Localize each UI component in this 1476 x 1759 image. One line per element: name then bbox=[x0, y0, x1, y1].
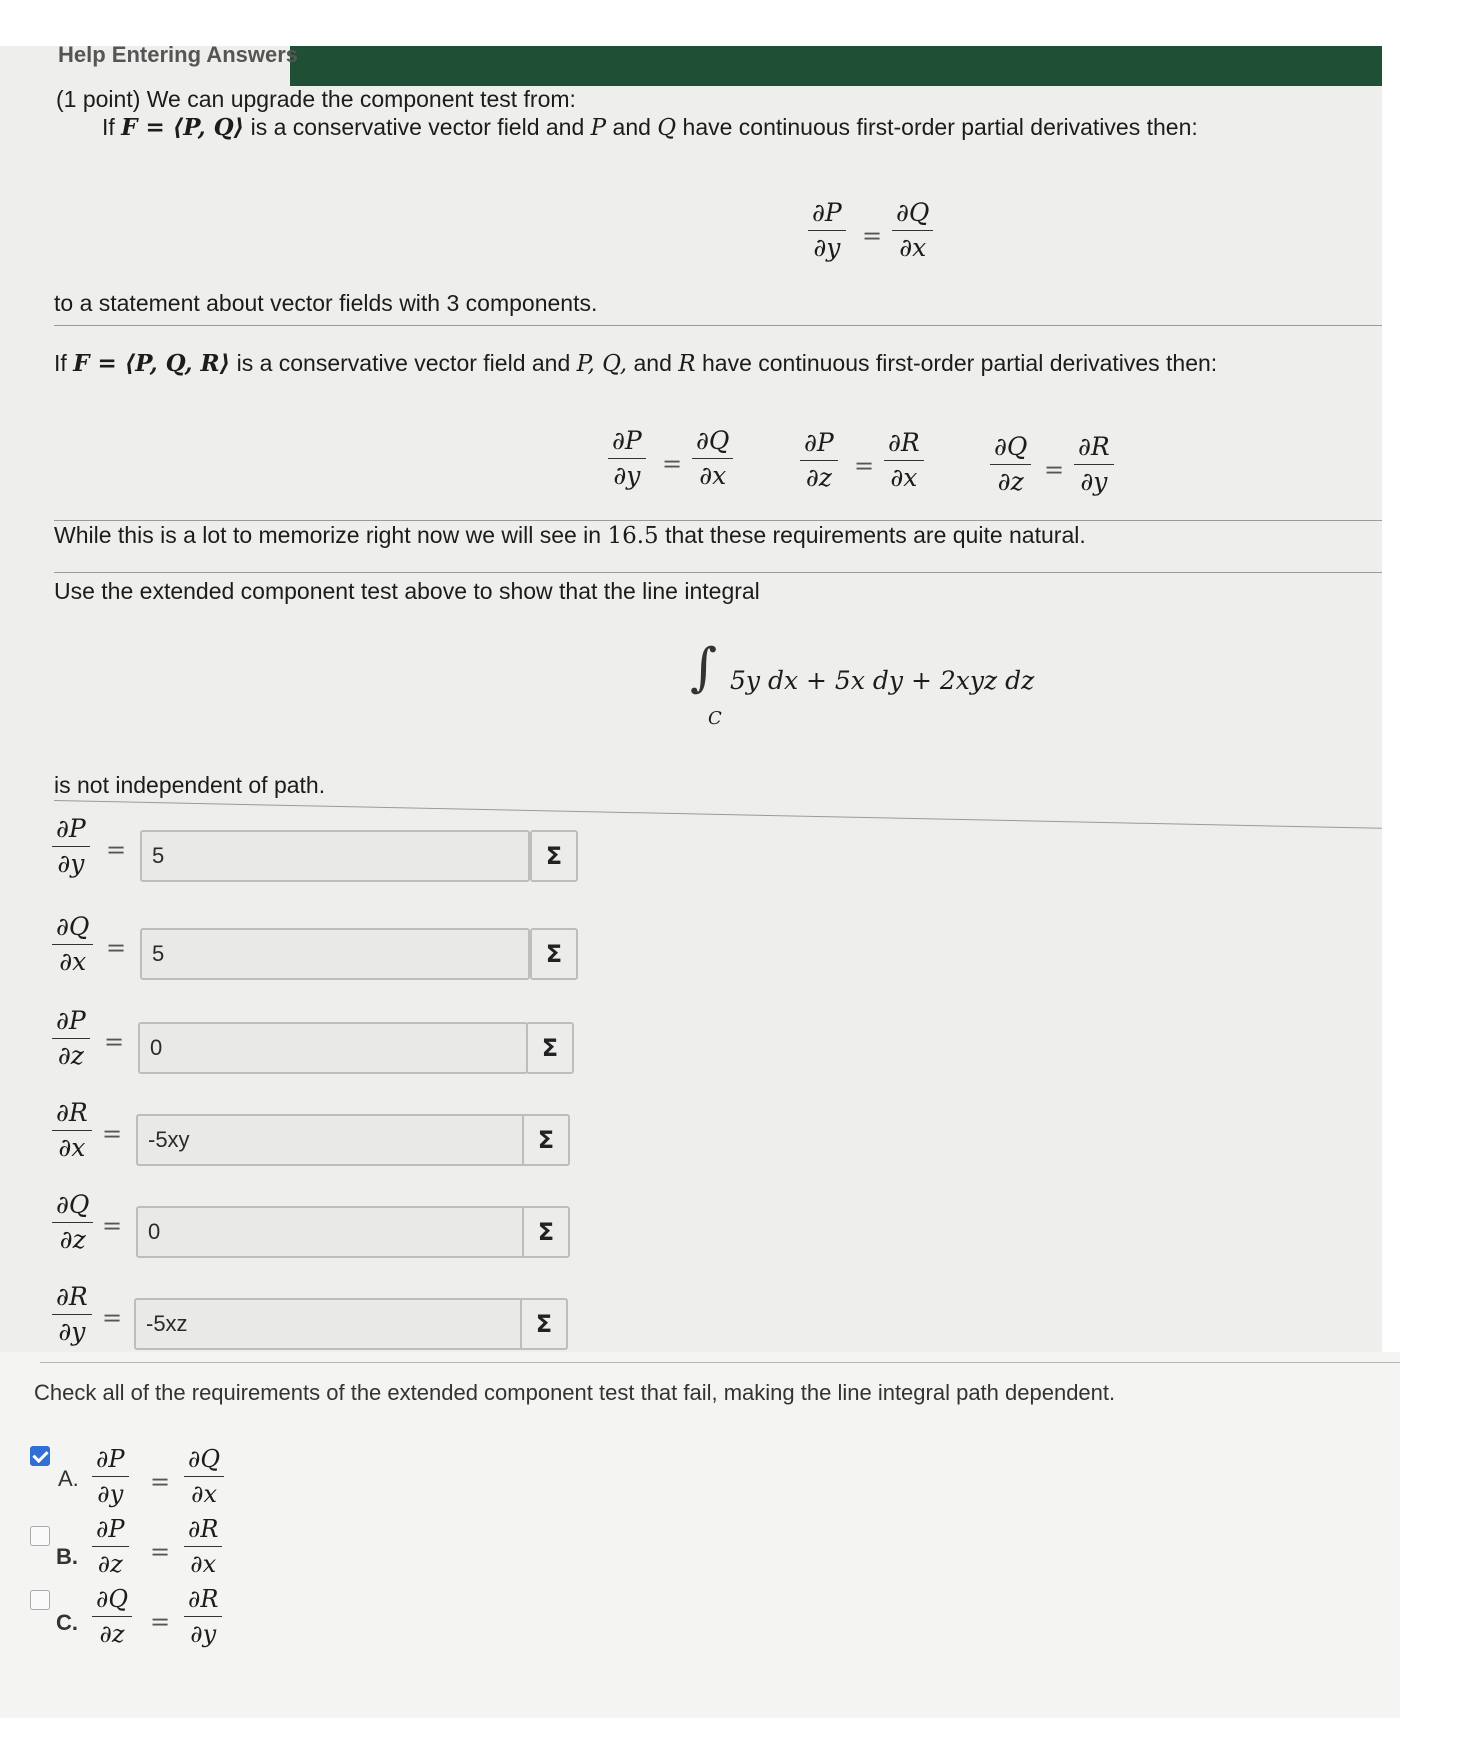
sigma-button[interactable]: Σ bbox=[530, 928, 578, 980]
denominator: ∂y bbox=[1080, 467, 1108, 496]
answer-fraction bbox=[52, 912, 93, 977]
var-r: R bbox=[678, 351, 696, 377]
answer-input-dp-dz[interactable] bbox=[138, 1022, 528, 1074]
equals-sign: = bbox=[102, 1212, 123, 1240]
denominator: ∂y bbox=[813, 233, 841, 262]
numerator: ∂P bbox=[808, 198, 846, 231]
text: and bbox=[612, 114, 651, 140]
equals-sign: = bbox=[102, 1120, 123, 1148]
answer-input-dr-dy[interactable] bbox=[134, 1298, 524, 1350]
vector-field-2d: F = ⟨P, Q⟩ bbox=[121, 114, 245, 141]
denominator: ∂x bbox=[190, 1550, 217, 1578]
denominator: ∂x bbox=[699, 461, 727, 490]
numerator: ∂P bbox=[52, 1006, 90, 1039]
denominator: ∂x bbox=[899, 233, 927, 262]
denominator: ∂x bbox=[191, 1480, 218, 1508]
denominator: ∂y bbox=[58, 1317, 86, 1346]
denominator: ∂z bbox=[97, 1550, 123, 1578]
text: and bbox=[633, 350, 672, 376]
numerator: ∂P bbox=[800, 428, 838, 461]
dq-dx-fraction bbox=[184, 1444, 224, 1509]
option-a-label: A. bbox=[58, 1466, 79, 1491]
memorize-text bbox=[54, 522, 1086, 549]
divider bbox=[54, 325, 1382, 326]
denominator: ∂x bbox=[58, 1133, 86, 1162]
denominator: ∂z bbox=[99, 1620, 125, 1648]
denominator: ∂z bbox=[57, 1041, 84, 1070]
if-3d-statement bbox=[54, 350, 1217, 377]
numerator: ∂P bbox=[92, 1514, 129, 1547]
text: is a conservative vector field and bbox=[236, 350, 571, 376]
equals-sign: = bbox=[106, 934, 127, 962]
answer-fraction bbox=[52, 814, 90, 879]
dp-dy-fraction bbox=[92, 1444, 129, 1509]
equals-sign: = bbox=[854, 452, 875, 480]
problem-intro: (1 point) We can upgrade the component test from: bbox=[56, 86, 576, 112]
denominator: ∂z bbox=[59, 1225, 86, 1254]
dp-dz-fraction bbox=[92, 1514, 129, 1579]
text: is a conservative vector field and bbox=[250, 114, 585, 140]
answer-fraction bbox=[52, 1190, 93, 1255]
section-number: 16.5 bbox=[607, 523, 659, 549]
option-b-checkbox[interactable] bbox=[30, 1526, 50, 1546]
check-all-instructions: Check all of the requirements of the extended component test that fail, making the line integral path dependent. bbox=[34, 1380, 1116, 1405]
to-statement-text: to a statement about vector fields with 3 components. bbox=[54, 290, 598, 316]
numerator: ∂Q bbox=[692, 426, 733, 459]
dq-dx-fraction bbox=[892, 198, 933, 263]
help-entering-answers-link[interactable]: Help Entering Answers bbox=[58, 42, 299, 67]
integrand: 5y dx + 5x dy + 2xyz dz bbox=[730, 666, 1035, 695]
numerator: ∂P bbox=[608, 426, 646, 459]
option-a-checkbox[interactable] bbox=[30, 1446, 50, 1466]
var-q: Q bbox=[657, 115, 677, 141]
answer-input-dq-dx[interactable] bbox=[140, 928, 530, 980]
numerator: ∂Q bbox=[92, 1584, 132, 1617]
dr-dx-fraction bbox=[884, 428, 924, 493]
sigma-button[interactable]: Σ bbox=[526, 1022, 574, 1074]
equals-sign: = bbox=[150, 1608, 171, 1636]
dq-dz-fraction bbox=[92, 1584, 132, 1649]
denominator: ∂y bbox=[190, 1620, 217, 1648]
answer-input-dq-dz[interactable] bbox=[136, 1206, 526, 1258]
equals-sign: = bbox=[150, 1468, 171, 1496]
denominator: ∂y bbox=[97, 1480, 124, 1508]
denominator: ∂z bbox=[805, 463, 832, 492]
equals-sign: = bbox=[862, 222, 883, 250]
denominator: ∂x bbox=[890, 463, 918, 492]
equals-sign: = bbox=[102, 1304, 123, 1332]
answer-fraction bbox=[52, 1098, 92, 1163]
numerator: ∂R bbox=[184, 1584, 222, 1617]
integral-subscript: C bbox=[708, 708, 722, 729]
dr-dy-fraction bbox=[184, 1584, 222, 1649]
answer-input-dp-dy[interactable] bbox=[140, 830, 530, 882]
numerator: ∂Q bbox=[52, 912, 93, 945]
not-independent-text: is not independent of path. bbox=[54, 772, 326, 798]
text: have continuous first-order partial derivatives then: bbox=[701, 350, 1218, 376]
equals-sign: = bbox=[150, 1538, 171, 1566]
dp-dy-fraction bbox=[808, 198, 846, 263]
text: that these requirements are quite natural. bbox=[665, 522, 1086, 548]
denominator: ∂y bbox=[57, 849, 85, 878]
option-c-checkbox[interactable] bbox=[30, 1590, 50, 1610]
equals-sign: = bbox=[662, 450, 683, 478]
divider bbox=[40, 1362, 1400, 1363]
answer-fraction bbox=[52, 1006, 90, 1071]
equals-sign: = bbox=[1044, 456, 1065, 484]
vector-field-3d: F = ⟨P, Q, R⟩ bbox=[73, 350, 231, 377]
if-word: If bbox=[54, 350, 67, 376]
dq-dx-fraction bbox=[692, 426, 733, 491]
numerator: ∂Q bbox=[52, 1190, 93, 1223]
if-word: If bbox=[102, 114, 115, 140]
divider bbox=[54, 520, 1382, 521]
vars-pq: P, Q, bbox=[576, 351, 628, 377]
numerator: ∂R bbox=[52, 1098, 92, 1131]
divider bbox=[54, 572, 1382, 573]
numerator: ∂Q bbox=[990, 432, 1031, 465]
dq-dz-fraction bbox=[990, 432, 1031, 497]
dr-dx-fraction bbox=[184, 1514, 222, 1579]
var-p: P bbox=[590, 115, 607, 141]
dp-dz-fraction bbox=[800, 428, 838, 493]
equals-sign: = bbox=[104, 1028, 125, 1056]
answer-input-dr-dx[interactable] bbox=[136, 1114, 526, 1166]
numerator: ∂R bbox=[884, 428, 924, 461]
sigma-button[interactable]: Σ bbox=[522, 1206, 570, 1258]
numerator: ∂Q bbox=[892, 198, 933, 231]
sigma-button[interactable]: Σ bbox=[530, 830, 578, 882]
option-b-label: B. bbox=[56, 1544, 78, 1569]
dr-dy-fraction bbox=[1074, 432, 1114, 497]
if-2d-statement bbox=[102, 114, 1198, 141]
equals-sign: = bbox=[106, 836, 127, 864]
numerator: ∂Q bbox=[184, 1444, 224, 1477]
sigma-button[interactable]: Σ bbox=[522, 1114, 570, 1166]
numerator: ∂R bbox=[1074, 432, 1114, 465]
header-bar bbox=[290, 46, 1382, 86]
denominator: ∂x bbox=[59, 947, 87, 976]
text: While this is a lot to memorize right now we will see in bbox=[54, 522, 602, 548]
dp-dy-fraction bbox=[608, 426, 646, 491]
use-test-text: Use the extended component test above to show that the line integral bbox=[54, 578, 760, 604]
numerator: ∂R bbox=[52, 1282, 92, 1315]
integral-sign: ∫ bbox=[690, 638, 718, 698]
text: have continuous first-order partial derivatives then: bbox=[682, 114, 1198, 140]
answer-fraction bbox=[52, 1282, 92, 1347]
numerator: ∂R bbox=[184, 1514, 222, 1547]
numerator: ∂P bbox=[92, 1444, 129, 1477]
option-c-label: C. bbox=[56, 1610, 78, 1635]
numerator: ∂P bbox=[52, 814, 90, 847]
denominator: ∂z bbox=[997, 467, 1024, 496]
denominator: ∂y bbox=[613, 461, 641, 490]
sigma-button[interactable]: Σ bbox=[520, 1298, 568, 1350]
